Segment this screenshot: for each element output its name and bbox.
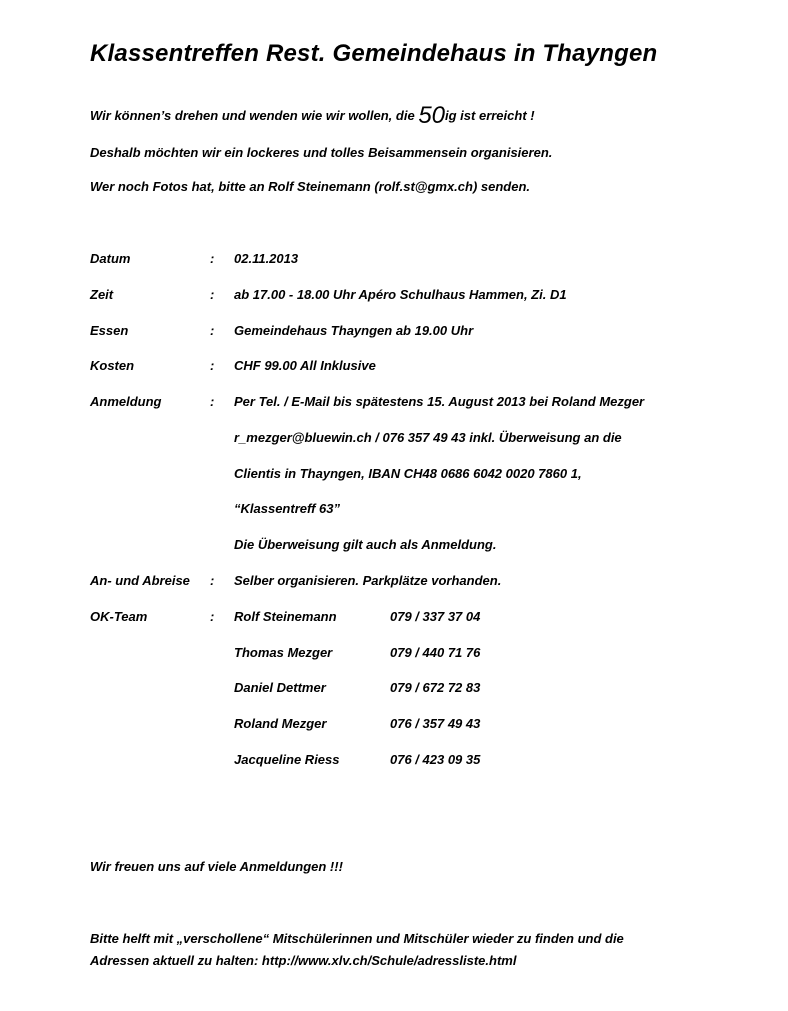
continuation-text: r_mezger@bluewin.ch / 076 357 49 43 inkl. Überweisung an die	[234, 430, 622, 445]
closing-text: Wir freuen uns auf viele Anmeldungen !!!	[90, 859, 343, 874]
intro-line-1-start: Wir können’s drehen und wenden wie wir wollen, die	[90, 108, 419, 123]
detail-colon: :	[210, 609, 215, 624]
intro-line-2: Deshalb möchten wir ein lockeres und tolles Beisammensein organisieren.	[90, 145, 553, 160]
detail-label: Datum	[90, 251, 131, 266]
member-phone: 079 / 672 72 83	[390, 680, 481, 695]
detail-colon: :	[210, 394, 215, 409]
document-title: Klassentreffen Rest. Gemeindehaus in Thayngen	[90, 40, 658, 67]
member-phone: 076 / 423 09 35	[390, 752, 481, 767]
detail-colon: :	[210, 323, 215, 338]
detail-label: OK-Team	[90, 609, 148, 624]
detail-label: Zeit	[90, 287, 114, 302]
intro-fifty: 50	[418, 102, 446, 129]
continuation-text: Clientis in Thayngen, IBAN CH48 0686 6042 0020 7860 1,	[234, 466, 582, 481]
detail-colon: :	[210, 251, 215, 266]
member-name: Rolf Steinemann	[234, 609, 337, 624]
detail-label: Essen	[90, 323, 129, 338]
continuation-text: “Klassentreff 63”	[234, 501, 340, 516]
detail-value: Selber organisieren. Parkplätze vorhanden.	[234, 573, 502, 588]
detail-value: CHF 99.00 All Inklusive	[234, 358, 376, 373]
member-name: Roland Mezger	[234, 716, 327, 731]
continuation-text: Die Überweisung gilt auch als Anmeldung.	[234, 537, 497, 552]
detail-label: An- und Abreise	[90, 573, 190, 588]
detail-label: Kosten	[90, 358, 135, 373]
detail-value: ab 17.00 - 18.00 Uhr Apéro Schulhaus Hammen, Zi. D1	[234, 287, 567, 302]
footer-line-2: Adressen aktuell zu halten: http://www.xlv.ch/Schule/adressliste.html	[90, 953, 517, 968]
detail-colon: :	[210, 358, 215, 373]
footer-line-1: Bitte helft mit „verschollene“ Mitschülerinnen und Mitschüler wieder zu finden und die	[90, 931, 624, 946]
detail-value: Gemeindehaus Thayngen ab 19.00 Uhr	[234, 323, 474, 338]
intro-line-1-end: ig ist erreicht !	[445, 108, 535, 123]
member-phone: 076 / 357 49 43	[390, 716, 481, 731]
detail-colon: :	[210, 287, 215, 302]
detail-value: Per Tel. / E-Mail bis spätestens 15. August 2013 bei Roland Mezger	[234, 394, 645, 409]
detail-value: 02.11.2013	[234, 251, 299, 266]
detail-colon: :	[210, 573, 215, 588]
member-phone: 079 / 440 71 76	[390, 645, 481, 660]
member-phone: 079 / 337 37 04	[390, 609, 481, 624]
intro-line-1	[90, 102, 535, 130]
intro-line-3: Wer noch Fotos hat, bitte an Rolf Steinemann (rolf.st@gmx.ch) senden.	[90, 179, 531, 194]
member-name: Daniel Dettmer	[234, 680, 326, 695]
detail-label: Anmeldung	[90, 394, 162, 409]
member-name: Thomas Mezger	[234, 645, 333, 660]
member-name: Jacqueline Riess	[234, 752, 340, 767]
